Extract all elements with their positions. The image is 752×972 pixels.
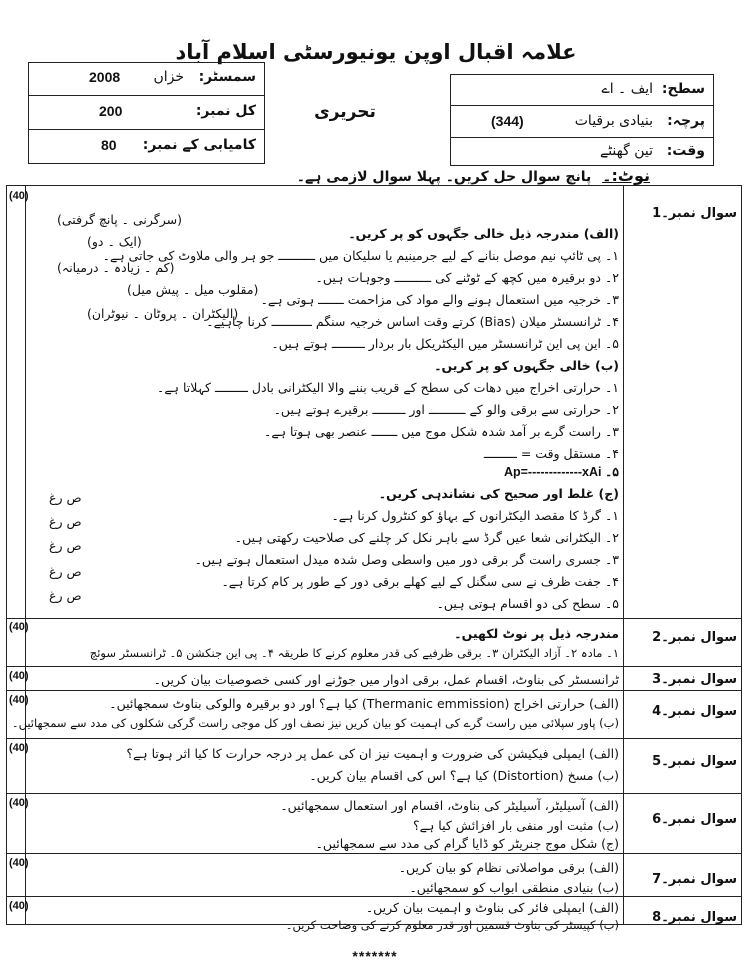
paper-value: بنیادی برقیات	[574, 113, 653, 129]
note-text: پانچ سوال حل کریں۔ پہلا سوال لازمی ہے۔	[296, 169, 592, 185]
end-of-paper-stars: *******	[352, 948, 398, 964]
total-marks-label: کل نمبر:	[195, 103, 256, 119]
level-row	[451, 75, 713, 105]
paper-code: (344)	[491, 113, 524, 129]
q1-line: ۵۔ این پی این ٹرانسسٹر میں الیکٹریکل بار بردار ـــــــــ ہوتے ہیں۔	[271, 336, 619, 351]
q1-tf-mark: ص رغ	[49, 588, 82, 603]
q3-label: سوال نمبر۔3	[652, 672, 737, 687]
semester-value: خزاں	[153, 69, 184, 85]
q7-line: (الف) برقی مواصلاتی نظام کو بیان کریں۔	[398, 860, 619, 875]
q5-marks: (40)	[9, 742, 29, 754]
q1-marks: (40)	[9, 190, 29, 202]
q1-line: ۳۔ خرجیہ میں استعمال ہونے والے مواد کی مزاحمت ـــــــ ہوتی ہے۔	[260, 292, 619, 307]
q1-line: ۳۔ جسری راست گر برقی دور میں واسطی وصل شدہ میدل استعمال ہوتے ہیں۔	[194, 552, 619, 567]
q1-hint: (مقلوب میل ۔ پیش میل)	[127, 282, 259, 297]
q2-marks: (40)	[9, 621, 29, 633]
q1-line: ۳۔ راست گرے بر آمد شدہ شکل موج میں ـــــــ عنصر بھی ہوتا ہے۔	[264, 424, 619, 439]
q1-line: (ج) غلط اور صحیح کی نشاندہی کریں۔	[378, 486, 619, 501]
q1-line: ۵۔ Ap=-------------xAi	[503, 465, 619, 479]
q2-line: مندرجہ ذیل پر نوٹ لکھیں۔	[454, 626, 619, 641]
questions-table	[6, 185, 742, 932]
q7-marks: (40)	[9, 857, 29, 869]
pass-marks-row	[29, 131, 264, 161]
q1-line: (ب) خالی جگہوں کو پر کریں۔	[434, 358, 619, 373]
q4-line: (ب) پاور سپلائی میں راست گرے کی اہمیت کو بیان کریں نیز نصف اور کل موجی راست گرکی شکلوں کی مدد سے سمجھائیں۔	[11, 716, 619, 730]
instructions-note	[230, 166, 650, 185]
time-label: وقت:	[666, 143, 705, 159]
q1-line: ۴۔ مستقل وقت = ـــــــــ	[483, 446, 619, 461]
q6-label: سوال نمبر۔6	[652, 812, 737, 827]
total-marks-value: 200	[99, 103, 123, 119]
q1-hint: (ایک ۔ دو)	[87, 234, 142, 249]
q6-line: (الف) آسیلیٹر، آسیلیٹر کی بناوٹ، اقسام اور استعمال سمجھائیں۔	[280, 798, 619, 813]
semester-label: سمسٹر:	[198, 69, 256, 85]
q8-line: (الف) ایمپلی فائر کی بناوٹ و اہمیت بیان کریں۔	[365, 900, 619, 915]
q8-label: سوال نمبر۔8	[652, 910, 737, 925]
pass-marks-label: کامیابی کے نمبر:	[142, 137, 256, 153]
q8-line: (ب) کپیسٹر کی بناوٹ قسمیں اور قدر معلوم کرنے کی وضاحت کریں۔	[285, 918, 619, 932]
time-row	[451, 137, 713, 167]
q1-line: ۲۔ حرارتی سے برقی والو کے ــــــــــ اور ـــــــــ برقیرے ہوتے ہیں۔	[273, 402, 619, 417]
q1-hint: (سرگرنی ۔ پانچ گرفتی)	[57, 212, 182, 227]
q1-line: ۴۔ ٹرانسسٹر میلان (Bias) کرتے وقت اساس خرجیہ سنگم ـــــــــــ کرنا چاہیے۔	[206, 314, 619, 329]
q5-label: سوال نمبر۔5	[652, 754, 737, 769]
q3-line: ٹرانسسٹر کی بناوٹ، اقسام عمل، برقی ادوار میں جوڑنے اور کسی خصوصیات بیان کریں۔	[153, 672, 619, 687]
q1-tf-mark: ص رغ	[49, 514, 82, 529]
q6-line: (ب) مثبت اور منفی بار افزائش کیا ہے؟	[413, 818, 619, 833]
level-label: سطح:	[661, 81, 705, 97]
q1-line: ۱۔ پی ٹائپ نیم موصل بنانے کے لیے جرمینیم یا سلیکان میں ــــــــــ جو ہر والی ملاوٹ کی جاتی ہے۔	[102, 248, 619, 263]
q2-line: ۱۔ مادہ ۲۔ آزاد الیکٹران ۳۔ برقی ظرفیے کی قدر معلوم کرنے کا طریقہ ۴۔ پی این جنکشن ۵۔ ٹرانسسٹر سوئچ	[89, 646, 619, 660]
q1-tf-mark: ص رغ	[49, 564, 82, 579]
q1-tf-mark: ص رغ	[49, 490, 82, 505]
q1-line: ۵۔ سطح کی دو اقسام ہوتی ہیں۔	[436, 596, 619, 611]
semester-year: 2008	[89, 69, 121, 85]
pass-marks-value: 80	[101, 137, 117, 153]
paper-info-box	[450, 74, 714, 166]
q1-hint: (الیکٹران ۔ پروٹان ۔ نیوٹران)	[87, 306, 239, 321]
q6-line: (ج) شکل موج جنریٹر کو ڈایا گرام کی مدد سے سمجھائیں۔	[315, 836, 619, 851]
q2-label: سوال نمبر۔2	[652, 630, 737, 645]
q1-line: ۲۔ الیکٹرانی شعا عیں گرڈ سے باہر نکل کر چلنے کی صلاحیت رکھتی ہیں۔	[234, 530, 619, 545]
q1-line: ۱۔ حرارتی اخراج میں دھات کی سطح کے قریب بننے والا الیکٹرانی بادل ـــــــــ کہلاتا ہے۔	[157, 380, 619, 395]
q4-label: سوال نمبر۔4	[652, 704, 737, 719]
note-label: نوٹ:۔	[602, 166, 650, 185]
q3-marks: (40)	[9, 670, 29, 682]
q4-line: (الف) حرارتی اخراج (Thermanic emmission) کیا ہے؟ اور دو برقیرہ والوکی بناوٹ سمجھائیں۔	[109, 696, 619, 711]
paper-row	[451, 107, 713, 137]
q6-marks: (40)	[9, 797, 29, 809]
exam-type-label: تحریری	[314, 102, 376, 122]
exam-info-box	[28, 62, 265, 164]
q1-line: (الف) مندرجہ ذیل خالی جگہوں کو پر کریں۔	[348, 226, 619, 241]
paper-label: پرچہ:	[667, 113, 705, 129]
level-value: ایف ۔ اے	[601, 81, 653, 97]
q5-line: (ب) مسخ (Distortion) کیا ہے؟ اس کی اقسام بیان کریں۔	[309, 768, 619, 783]
time-value: تین گھنٹے	[600, 143, 653, 159]
q5-line: (الف) ایمپلی فیکیشن کی ضرورت و اہمیت نیز ان کی عمل پر درجہ حرارت کا کیا اثر ہوتا ہے؟	[126, 746, 619, 761]
university-title: علامہ اقبال اوپن یونیورسٹی اسلام آباد	[175, 40, 577, 64]
q1-line: ۲۔ دو برقیرہ میں کچھ کے ٹوٹنے کی ــــــــــ وجوہات ہیں۔	[315, 270, 619, 285]
q1-line: ۴۔ جفت ظرف نے سی سگنل کے لیے کھلے برقی دور کے طور پر کام کرتا ہے۔	[221, 574, 619, 589]
q7-line: (ب) بنیادی منطقی ابواب کو سمجھائیں۔	[409, 880, 619, 895]
q1-label: سوال نمبر۔1	[652, 206, 737, 221]
q1-line: ۱۔ گرڈ کا مقصد الیکٹرانوں کے بہاؤ کو کنٹرول کرنا ہے۔	[331, 508, 619, 523]
total-marks-row	[29, 97, 264, 127]
semester-row	[29, 63, 264, 93]
q7-label: سوال نمبر۔7	[652, 872, 737, 887]
q1-hint: (کم ۔ زیادہ ۔ درمیانہ)	[57, 260, 175, 275]
q4-marks: (40)	[9, 694, 29, 706]
q8-marks: (40)	[9, 900, 29, 912]
q1-tf-mark: ص رغ	[49, 538, 82, 553]
